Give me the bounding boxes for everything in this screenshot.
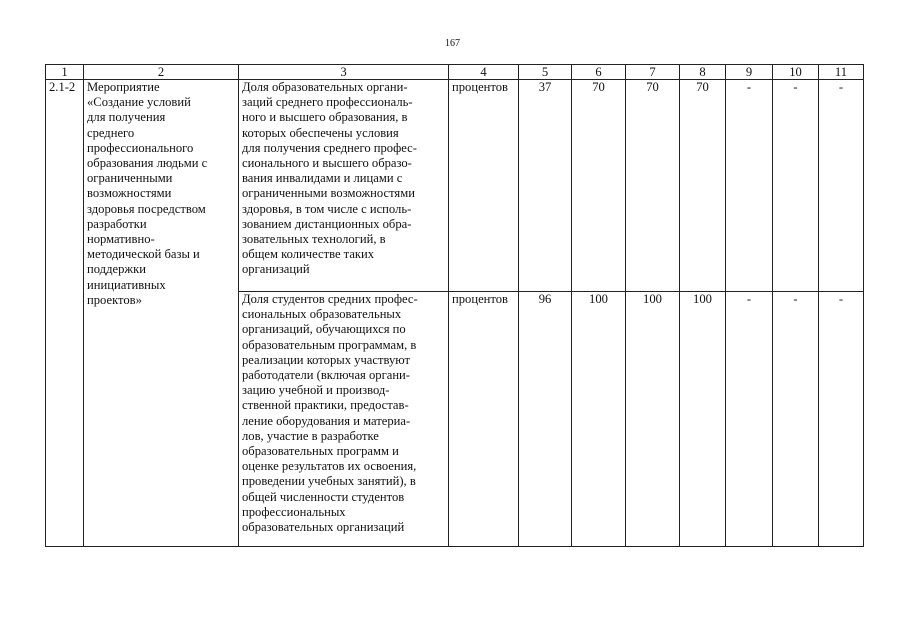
column-header: 3 <box>239 65 449 80</box>
column-header: 6 <box>572 65 626 80</box>
column-header: 1 <box>46 65 84 80</box>
column-header: 5 <box>519 65 572 80</box>
measure-description: Мероприятие «Создание условий для получения среднего профессионального образования людьми с ограниченными возможностями здоровья посредством разработки нормативно- методической базы и поддержки инициативных проектов» <box>84 80 239 547</box>
indicator-text: Доля образовательных органи- заций среднего профессиональ- ного и высшего образования, в которых обеспечены условия для получения среднего профес- сионального и высшего образо- вания инвалидами и лицами с ограниченными возможностями здоровья, в том числе с исполь- зованием дистанционных обра- зовательных технологий, в общем количестве таких организаций <box>239 80 449 292</box>
value-cell: 96 <box>519 292 572 547</box>
column-header: 9 <box>726 65 773 80</box>
value-cell: 70 <box>572 80 626 292</box>
value-cell: 100 <box>680 292 726 547</box>
table-row <box>46 80 864 292</box>
value-cell: - <box>726 292 773 547</box>
page-number: 167 <box>445 38 460 49</box>
row-id: 2.1-2 <box>46 80 84 547</box>
value-cell: 37 <box>519 80 572 292</box>
value-cell: 100 <box>572 292 626 547</box>
column-header: 11 <box>819 65 864 80</box>
value-cell: - <box>773 80 819 292</box>
column-header: 10 <box>773 65 819 80</box>
column-header: 7 <box>626 65 680 80</box>
value-cell: - <box>773 292 819 547</box>
value-cell: - <box>819 80 864 292</box>
value-cell: 100 <box>626 292 680 547</box>
value-cell: - <box>726 80 773 292</box>
indicator-unit: процентов <box>449 292 519 547</box>
indicator-unit: процентов <box>449 80 519 292</box>
value-cell: 70 <box>626 80 680 292</box>
column-header: 4 <box>449 65 519 80</box>
program-table <box>45 64 864 547</box>
column-header: 2 <box>84 65 239 80</box>
value-cell: - <box>819 292 864 547</box>
column-header: 8 <box>680 65 726 80</box>
indicator-text: Доля студентов средних профес- сиональных образовательных организаций, обучающихся по образовательным программам, в реализации которых участвуют работодатели (включая органи- зацию учебной и производ- ственной практики, предостав- ление оборудования и материа- лов, участие в разработке образовательных программ и оценке результатов их освоения, проведении учебных занятий), в общей численности студентов профессиональных образовательных организаций <box>239 292 449 547</box>
table-header-row <box>46 65 864 80</box>
value-cell: 70 <box>680 80 726 292</box>
